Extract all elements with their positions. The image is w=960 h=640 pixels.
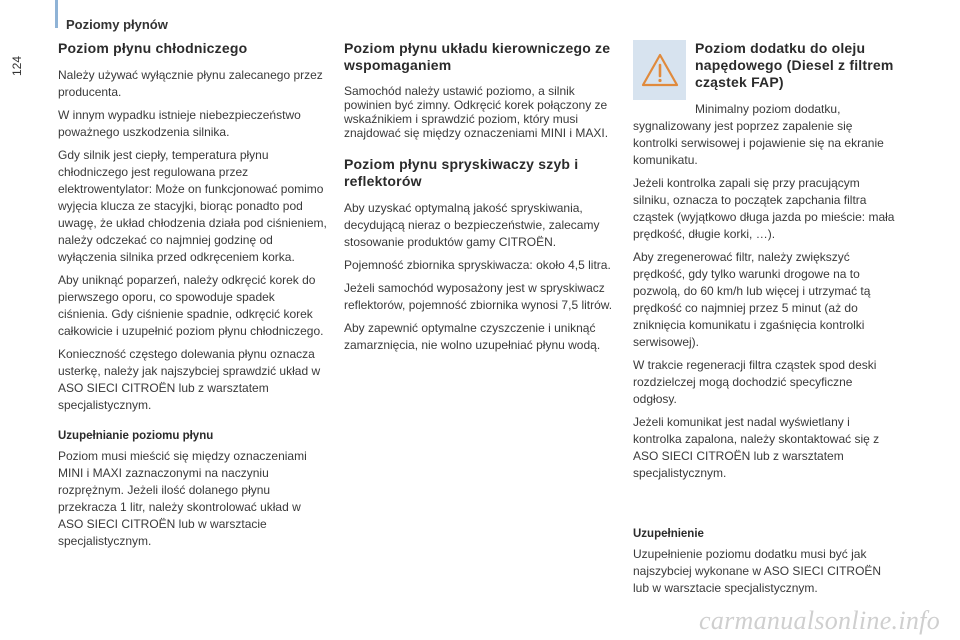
- coolant-paragraph: Konieczność częstego dolewania płynu oznacza usterkę, należy jak najszybciej sprawdzić układ w ASO SIECI CITROËN lub z warsztatem specjalistycznym.: [58, 347, 321, 412]
- diesel-additive-paragraph: Aby zregenerować filtr, należy zwiększyć prędkość, gdy tylko warunki drogowe na to pozwolą, do 60 km/h lub więcej i utrzymać tą prędkość co najmniej przez 5 minut (aż do zniknięcia komunikatu i zgaśnięcia kontrolki serwisowej).: [633, 250, 871, 349]
- coolant-refill-title: Uzupełnianie poziomu płynu: [58, 430, 214, 442]
- additive-refill-paragraph: Uzupełnienie poziomu dodatku musi być jak najszybciej wykonane w ASO SIECI CITROËN lub w warsztacie specjalistycznym.: [633, 547, 882, 595]
- diesel-additive-paragraph: Jeżeli kontrolka zapali się przy pracującym silniku, oznacza to początek zapchania filtra cząstek (wyjątkowo długa jazda po mieście: mała prędkość, długie korki, …).: [633, 176, 895, 241]
- washer-paragraph: Aby uzyskać optymalną jakość spryskiwania, decydującą nieraz o bezpieczeństwie, zalecamy stosowanie produktów gamy CITROËN.: [344, 201, 600, 249]
- coolant-refill-paragraph: Poziom musi mieścić się między oznaczeniami MINI i MAXI zaznaczonymi na naczyniu rozprężnym. Jeżeli ilość dolanego płynu przekracza 1 litr, należy skontrolować układ w ASO SIECI CITROËN lub w warsztacie specjalistycznym.: [58, 449, 307, 548]
- diesel-additive-paragraph: Jeżeli komunikat jest nadal wyświetlany i kontrolka zapalona, należy skontaktować się z ASO SIECI CITROËN lub z warsztatem specjalistycznym.: [633, 415, 880, 480]
- diesel-additive-paragraph: W trakcie regeneracji filtra cząstek spod deski rozdzielczej mogą dochodzić specyficzne odgłosy.: [633, 358, 877, 406]
- diesel-additive-intro: Minimalny poziom dodatku,: [695, 102, 841, 116]
- steering-fluid-paragraph: Samochód należy ustawić poziomo, a silnik powinien być zimny. Odkręcić korek połączony ze wskaźnikiem i sprawdzić poziom, który musi znajdować się między oznaczeniami MINI i MAXI.: [344, 84, 609, 140]
- page-number: 124: [10, 55, 24, 76]
- additive-refill-title: Uzupełnienie: [633, 528, 704, 540]
- section-edge-bar: [55, 0, 58, 28]
- washer-paragraph: Aby zapewnić optymalne czyszczenie i uniknąć zamarznięcia, nie wolno uzupełniać płynu wodą.: [344, 321, 601, 352]
- column-diesel-additive: [633, 40, 895, 603]
- washer-paragraph: Jeżeli samochód wyposażony jest w spryskiwacz reflektorów, pojemność zbiornika wynosi 7,5 litrów.: [344, 281, 613, 312]
- diesel-additive-paragraph: sygnalizowany jest poprzez zapalenie się kontrolki serwisowej i pojawienie się na ekranie komunikatu.: [633, 119, 884, 167]
- coolant-paragraph: Należy używać wyłącznie płynu zalecanego przez producenta.: [58, 68, 323, 99]
- coolant-title: Poziom płynu chłodniczego: [58, 40, 248, 56]
- coolant-paragraph: W innym wypadku istnieje niebezpieczeństwo poważnego uszkodzenia silnika.: [58, 108, 301, 139]
- coolant-paragraph: Gdy silnik jest ciepły, temperatura płynu chłodniczego jest regulowana przez elektrowentylator: Może on funkcjonować pomimo wyjęcia klucza ze stacyjki, biorąc ponadto pod uwagę, że układ chłodzenia działa pod ciśnieniem, należy odczekać co najmniej godzinę od wyłączenia silnika przed odkręceniem korka.: [58, 148, 327, 264]
- coolant-paragraph: Aby uniknąć poparzeń, należy odkręcić korek do pierwszego oporu, co spowoduje spadek ciśnienia. Gdy ciśnienie spadnie, odkręcić korek całkowicie i uzupełnić poziom płynu chłodniczego.: [58, 273, 324, 338]
- watermark: carmanualsonline.info: [698, 606, 940, 635]
- column-coolant: [58, 40, 328, 556]
- diesel-additive-title: Poziom dodatku do oleju napędowego (Diesel z filtrem cząstek FAP): [695, 40, 894, 90]
- column-steering-washer: [344, 40, 616, 360]
- section-header: Poziomy płynów: [66, 17, 168, 32]
- steering-fluid-title: Poziom płynu układu kierowniczego ze wspomaganiem: [344, 40, 611, 73]
- washer-fluid-title: Poziom płynu spryskiwaczy szyb i reflektorów: [344, 156, 579, 189]
- washer-paragraph: Pojemność zbiornika spryskiwacza: około 4,5 litra.: [344, 258, 611, 272]
